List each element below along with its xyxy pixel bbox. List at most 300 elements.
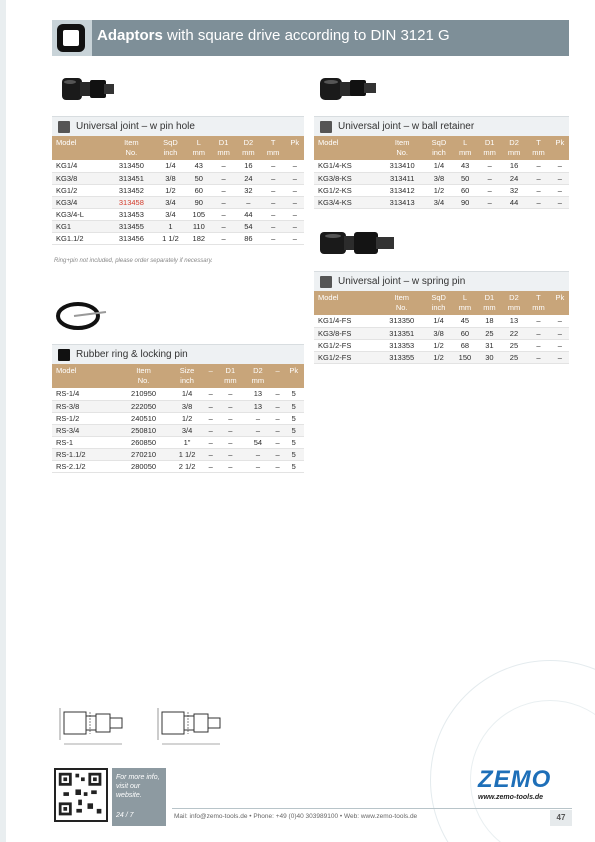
table-cell: – [261,184,286,196]
table-row [314,160,569,172]
column-header [477,291,502,315]
table-cell: – [217,388,245,400]
table-cell: 30 [477,351,502,363]
table-cell: – [551,315,569,327]
table-cell: 3/8 [154,172,186,184]
table-cell: 3/4 [154,196,186,208]
table-cell: – [211,160,236,172]
table-cell: 86 [236,232,261,244]
table-cell: 3/8 [425,327,453,339]
table-cell: – [261,196,286,208]
page-title [97,27,450,44]
table-cell: – [551,184,569,196]
footer-contact: Mail: info@zemo-tools.de • Phone: +49 (0)40 303989100 • Web: www.zemo-tools.de [174,813,418,820]
table-cell: – [211,184,236,196]
table-cell: RS-2.1/2 [52,460,118,472]
table-row [314,184,569,196]
table-cell: 3/4 [425,196,453,208]
table-cell: 43 [453,160,477,172]
table-cell: RS-1 [52,436,118,448]
table-cell: – [286,220,304,232]
table-cell: 1/4 [169,388,205,400]
table-cell: 313355 [379,351,425,363]
table-row [314,172,569,184]
table-cell: 1/2 [169,412,205,424]
table-cell: 313455 [108,220,154,232]
table-cell: 68 [453,339,478,351]
table-cell: 3/8 [425,172,453,184]
table-cell: KG3/4-KS [314,196,379,208]
table-cell: KG1.1/2 [52,232,108,244]
table-cell: 313453 [108,208,154,220]
column-header-unit: mm [507,303,521,312]
table-cell: 313458 [108,196,154,208]
table-cell: – [205,412,217,424]
table-cell: – [551,172,569,184]
column-header-label: Pk [555,138,565,147]
table-cell: RS-1/4 [52,388,118,400]
table-cell: – [236,196,261,208]
column-header [502,136,526,160]
table-cell: – [205,388,217,400]
column-header-label: D1 [218,138,229,147]
column-header-label: SqD [431,138,447,147]
column-header [283,364,304,388]
table-cell: 5 [283,388,304,400]
spring-pin-table [314,291,569,364]
table-cell: – [211,208,236,220]
column-header-label: Item [394,293,410,302]
column-header-label: D2 [509,138,519,147]
section-icon [58,349,70,361]
table-cell: – [477,172,501,184]
column-header [154,136,186,160]
table-cell: – [272,448,284,460]
table-cell: – [217,460,245,472]
table-cell: KG3/8 [52,172,108,184]
table-cell: – [205,448,217,460]
table-cell: – [261,208,286,220]
table-cell: – [286,232,304,244]
table-cell: KG1/4 [52,160,108,172]
ball-joint-image [318,70,378,106]
table-cell: – [551,160,569,172]
column-header-unit: inch [180,376,194,385]
table-cell: RS-1.1/2 [52,448,118,460]
table-cell: 5 [283,448,304,460]
table-cell: – [526,196,550,208]
column-header-label: Item [124,138,139,147]
column-header [286,136,304,160]
table-cell: – [244,460,272,472]
column-header-label: L [463,138,468,147]
column-header-unit: mm [242,148,255,157]
table-cell: 5 [283,436,304,448]
table-cell: 313410 [379,160,425,172]
table-cell: – [217,448,245,460]
column-header [261,136,286,160]
column-header [217,364,245,388]
table-cell: 1" [169,436,205,448]
square-drive-icon [57,24,85,52]
table-cell: 16 [236,160,261,172]
note-text: Ring+pin not included, please order separately if necessary. [54,258,213,264]
table-cell: 45 [453,315,478,327]
table-row [52,424,304,436]
column-header-label: Size [179,366,195,375]
table-cell: 1 1/2 [169,448,205,460]
table-cell: 210950 [118,388,169,400]
table-row [52,448,304,460]
table-cell: – [286,160,304,172]
table-cell: – [211,172,236,184]
table-cell: 1/4 [425,315,453,327]
table-cell: 2 1/2 [169,460,205,472]
column-header [52,364,118,388]
brand-url[interactable]: www.zemo-tools.de [478,794,544,801]
column-header-label: SqD [431,293,446,302]
column-header-label: Item [136,366,151,375]
table-cell: 250810 [118,424,169,436]
table-row [52,184,304,196]
section-spring-pin [314,271,569,364]
table-cell: 1/2 [425,184,453,196]
pin-joint-image [58,68,116,108]
table-cell: 24 [236,172,261,184]
table-cell: RS-1/2 [52,412,118,424]
table-cell: – [261,232,286,244]
table-cell: 50 [453,172,477,184]
table-cell: 313450 [108,160,154,172]
table-cell: 60 [453,327,478,339]
column-header-unit: mm [458,148,472,157]
table-cell: RS-3/8 [52,400,118,412]
table-cell: – [526,160,550,172]
table-cell: – [526,315,551,327]
table-cell: – [261,160,286,172]
table-cell: 313411 [379,172,425,184]
table-cell: – [286,184,304,196]
table-cell: 313412 [379,184,425,196]
column-header-unit: No. [137,376,150,385]
table-cell: 13 [244,400,272,412]
column-header [244,364,272,388]
column-header [211,136,236,160]
column-header-label: D2 [253,366,263,375]
column-header-label: – [208,366,213,375]
table-cell: – [272,388,284,400]
section-pin-hole [52,116,304,245]
table-cell: 1 1/2 [154,232,186,244]
table-cell: – [286,196,304,208]
column-header [502,291,527,315]
table-row [52,436,304,448]
table-cell: – [526,184,550,196]
table-cell: – [272,400,284,412]
table-cell: KG1/2 [52,184,108,196]
column-header-unit: mm [224,376,237,385]
column-header [118,364,169,388]
table-cell: 3/4 [169,424,205,436]
table-cell: – [551,351,569,363]
table-cell: – [272,460,284,472]
table-cell: 280050 [118,460,169,472]
table-cell: 1/4 [154,160,186,172]
table-cell: – [205,424,217,436]
table-cell: – [244,412,272,424]
column-header [526,291,551,315]
table-cell: 260850 [118,436,169,448]
column-header-label: Pk [289,366,299,375]
column-header-unit: No. [395,303,408,312]
table-cell: 54 [236,220,261,232]
page-number: 47 [550,810,572,826]
table-cell: 25 [477,327,502,339]
table-cell: KG3/4 [52,196,108,208]
table-cell: 313350 [379,315,425,327]
table-cell: – [477,160,501,172]
rubber-ring-table [52,364,304,473]
table-cell: 43 [186,160,211,172]
column-header-label: T [270,138,276,147]
table-row [314,196,569,208]
column-header-label: – [275,366,280,375]
table-cell: KG1/2-KS [314,184,379,196]
section-title: Universal joint – w pin hole [76,121,195,132]
table-cell: 3/8 [169,400,205,412]
column-header [314,291,379,315]
spring-joint-image [318,226,398,260]
table-cell: 313353 [379,339,425,351]
table-cell: – [244,448,272,460]
pin-hole-table [52,136,304,245]
column-header-unit: inch [431,303,446,312]
table-cell: – [526,351,551,363]
page-title-rest: with square drive according to DIN 3121 G [167,27,450,44]
column-header-unit: No. [125,148,138,157]
column-header-label: L [462,293,467,302]
table-cell: 1 [154,220,186,232]
table-cell: 5 [283,424,304,436]
column-header [52,136,108,160]
technical-drawing-ball [152,704,234,748]
table-row [52,196,304,208]
column-header [205,364,217,388]
table-cell: – [211,196,236,208]
table-cell: KG3/8-KS [314,172,379,184]
table-cell: 313452 [108,184,154,196]
table-cell: 240510 [118,412,169,424]
table-cell: – [272,412,284,424]
column-header [272,364,284,388]
column-header [526,136,550,160]
table-cell: – [286,208,304,220]
table-cell: – [526,339,551,351]
section-ball-retainer [314,116,569,209]
table-cell: – [272,424,284,436]
column-header-unit: mm [458,303,472,312]
section-header [314,271,569,291]
column-header [453,136,477,160]
column-header-label: D1 [484,293,495,302]
column-header-label: Pk [290,138,300,147]
column-header-label: T [536,293,541,302]
section-icon [320,276,332,288]
table-cell: 5 [283,412,304,424]
column-header [453,291,478,315]
table-row [52,208,304,220]
column-header-unit: mm [483,148,496,157]
column-header-unit: inch [432,148,446,157]
table-cell: 313351 [379,327,425,339]
section-title: Rubber ring & locking pin [76,349,188,360]
section-header [314,116,569,136]
side-tab [0,0,6,842]
column-header [379,136,425,160]
table-cell: 50 [186,172,211,184]
table-cell: 1/4 [425,160,453,172]
ball-retainer-table [314,136,569,209]
table-cell: 313451 [108,172,154,184]
table-cell: – [205,436,217,448]
column-header [477,136,501,160]
column-header-label: D2 [243,138,254,147]
column-header-label: Item [394,138,410,147]
column-header-unit: mm [483,303,496,312]
table-cell: – [217,412,245,424]
table-cell: – [272,436,284,448]
table-cell: 44 [502,196,526,208]
table-cell: 60 [453,184,477,196]
column-header-unit: mm [251,376,265,385]
section-title: Universal joint – w spring pin [338,276,466,287]
table-cell: 25 [502,339,527,351]
table-cell: 1/2 [425,351,453,363]
table-cell: KG1 [52,220,108,232]
table-row [52,388,304,400]
table-cell: 1/2 [425,339,453,351]
section-icon [320,121,332,133]
table-cell: – [244,424,272,436]
section-title: Universal joint – w ball retainer [338,121,475,132]
table-cell: – [205,460,217,472]
table-row [52,412,304,424]
column-header-unit: mm [217,148,230,157]
table-cell: 5 [283,400,304,412]
table-cell: 222050 [118,400,169,412]
column-header-label: Model [56,366,77,375]
table-cell: 13 [502,315,527,327]
column-header-label: Pk [555,293,565,302]
table-cell: 18 [477,315,502,327]
table-cell: – [261,172,286,184]
table-cell: – [217,400,245,412]
table-cell: – [217,424,245,436]
table-row [314,327,569,339]
technical-drawing-pin [54,704,136,748]
table-cell: 150 [453,351,478,363]
table-cell: – [477,184,501,196]
column-header [551,136,569,160]
column-header-unit: mm [532,303,545,312]
table-row [52,400,304,412]
table-cell: KG1/4-KS [314,160,379,172]
column-header [236,136,261,160]
table-row [52,232,304,244]
column-header-label: D1 [225,366,236,375]
table-cell: – [526,172,550,184]
brand-logo[interactable]: ZEMO [478,766,552,793]
table-cell: 5 [283,460,304,472]
table-row [52,460,304,472]
column-header-label: Model [318,293,339,302]
table-cell: KG1/2-FS [314,339,379,351]
table-row [314,315,569,327]
table-cell: 16 [502,160,526,172]
column-header-unit: inch [163,148,178,157]
page-title-bold: Adaptors [97,27,163,44]
table-cell: – [211,220,236,232]
column-header-label: Model [318,138,339,147]
table-row [314,339,569,351]
column-header-unit: mm [192,148,206,157]
table-cell: – [261,220,286,232]
table-cell: 24 [502,172,526,184]
section-rubber-ring [52,344,304,473]
column-header-label: D2 [509,293,519,302]
table-cell: 60 [186,184,211,196]
table-cell: – [551,339,569,351]
table-cell: 270210 [118,448,169,460]
column-header-unit: No. [396,148,409,157]
table-cell: – [217,436,245,448]
table-cell: 182 [186,232,211,244]
table-cell: 3/4 [154,208,186,220]
table-cell: 13 [244,388,272,400]
table-cell: 1/2 [154,184,186,196]
column-header-label: D1 [484,138,495,147]
column-header-unit: mm [532,148,545,157]
table-row [52,220,304,232]
table-cell: – [477,196,501,208]
table-cell: 25 [502,351,527,363]
table-cell: 105 [186,208,211,220]
column-header [379,291,425,315]
column-header [425,136,453,160]
table-cell: 90 [453,196,477,208]
column-header-label: L [196,138,201,147]
column-header-label: SqD [163,138,178,147]
table-row [52,172,304,184]
table-cell: 313413 [379,196,425,208]
table-cell: – [211,232,236,244]
table-cell: 31 [477,339,502,351]
qr-code-icon[interactable] [54,768,108,822]
table-cell: 90 [186,196,211,208]
table-cell: – [205,400,217,412]
table-cell: 32 [236,184,261,196]
column-header [108,136,154,160]
table-cell: KG1/2-FS [314,351,379,363]
section-header [52,116,304,136]
column-header-unit: mm [507,148,521,157]
table-cell: – [286,172,304,184]
table-cell: KG3/4-L [52,208,108,220]
table-cell: – [526,327,551,339]
qr-hours: 24 / 7 [116,812,134,819]
qr-caption: For more info, visit our website. [112,768,166,826]
column-header [186,136,211,160]
